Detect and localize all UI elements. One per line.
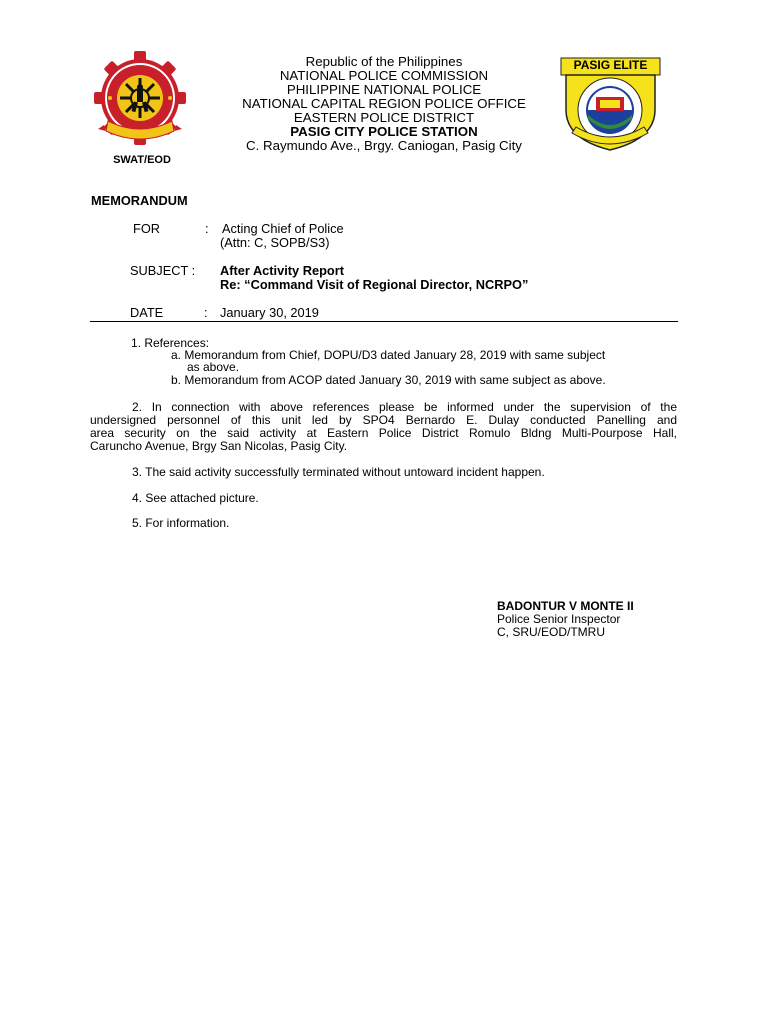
- paragraph-4: 4. See attached picture.: [132, 491, 259, 505]
- header-divider: [90, 321, 678, 322]
- for-value: Acting Chief of Police: [222, 221, 344, 236]
- signatory-rank: Police Senior Inspector: [497, 612, 621, 626]
- header-ncrpo: NATIONAL CAPITAL REGION POLICE OFFICE: [242, 96, 526, 111]
- reference-b: b. Memorandum from ACOP dated January 30, 2019 with same subject as above.: [171, 373, 606, 387]
- subject-label: SUBJECT :: [130, 263, 196, 278]
- paragraph-2-line2: undersigned personnel of this unit led by SPO4 Bernardo E. Dulay conducted Panelling and: [90, 413, 677, 427]
- header-napolcom: NATIONAL POLICE COMMISSION: [279, 68, 489, 83]
- paragraph-5: 5. For information.: [132, 516, 230, 530]
- for-label: FOR: [133, 221, 161, 236]
- header-epd: EASTERN POLICE DISTRICT: [293, 110, 475, 125]
- pasig-elite-banner: PASIG ELITE: [573, 58, 648, 72]
- for-colon: :: [205, 221, 209, 236]
- subject-line1: After Activity Report: [220, 263, 344, 278]
- pnp-logo-caption: SWAT/EOD: [113, 154, 171, 166]
- signatory-position: C, SRU/EOD/TMRU: [497, 625, 605, 639]
- references-title: 1. References:: [131, 336, 210, 350]
- signatory-name: BADONTUR V MONTE II: [497, 599, 634, 613]
- for-attn: (Attn: C, SOPB/S3): [220, 235, 330, 250]
- reference-a-line2: as above.: [187, 360, 240, 374]
- header-station: PASIG CITY POLICE STATION: [290, 124, 478, 139]
- reference-a-line1: a. Memorandum from Chief, DOPU/D3 dated January 28, 2019 with same subject: [171, 348, 606, 362]
- memo-heading: MEMORANDUM: [91, 193, 188, 208]
- date-colon: :: [204, 305, 208, 320]
- header-address: C. Raymundo Ave., Brgy. Caniogan, Pasig City: [246, 138, 522, 153]
- date-value: January 30, 2019: [220, 305, 319, 320]
- header-pnp: PHILIPPINE NATIONAL POLICE: [286, 82, 482, 97]
- subject-line2: Re: “Command Visit of Regional Director, NCRPO”: [220, 277, 529, 292]
- paragraph-2-line4: Caruncho Avenue, Brgy San Nicolas, Pasig City.: [90, 439, 348, 453]
- paragraph-2-line3: area security on the said activity at Eastern Police District Romulo Bldng Multi-Pourpose Hall,: [90, 426, 677, 440]
- paragraph-2-line1: 2. In connection with above references please be informed under the supervision of the: [132, 400, 677, 414]
- paragraph-3: 3. The said activity successfully terminated without untoward incident happen.: [132, 465, 545, 479]
- header-republic: Republic of the Philippines: [305, 54, 463, 69]
- date-label: DATE: [130, 305, 164, 320]
